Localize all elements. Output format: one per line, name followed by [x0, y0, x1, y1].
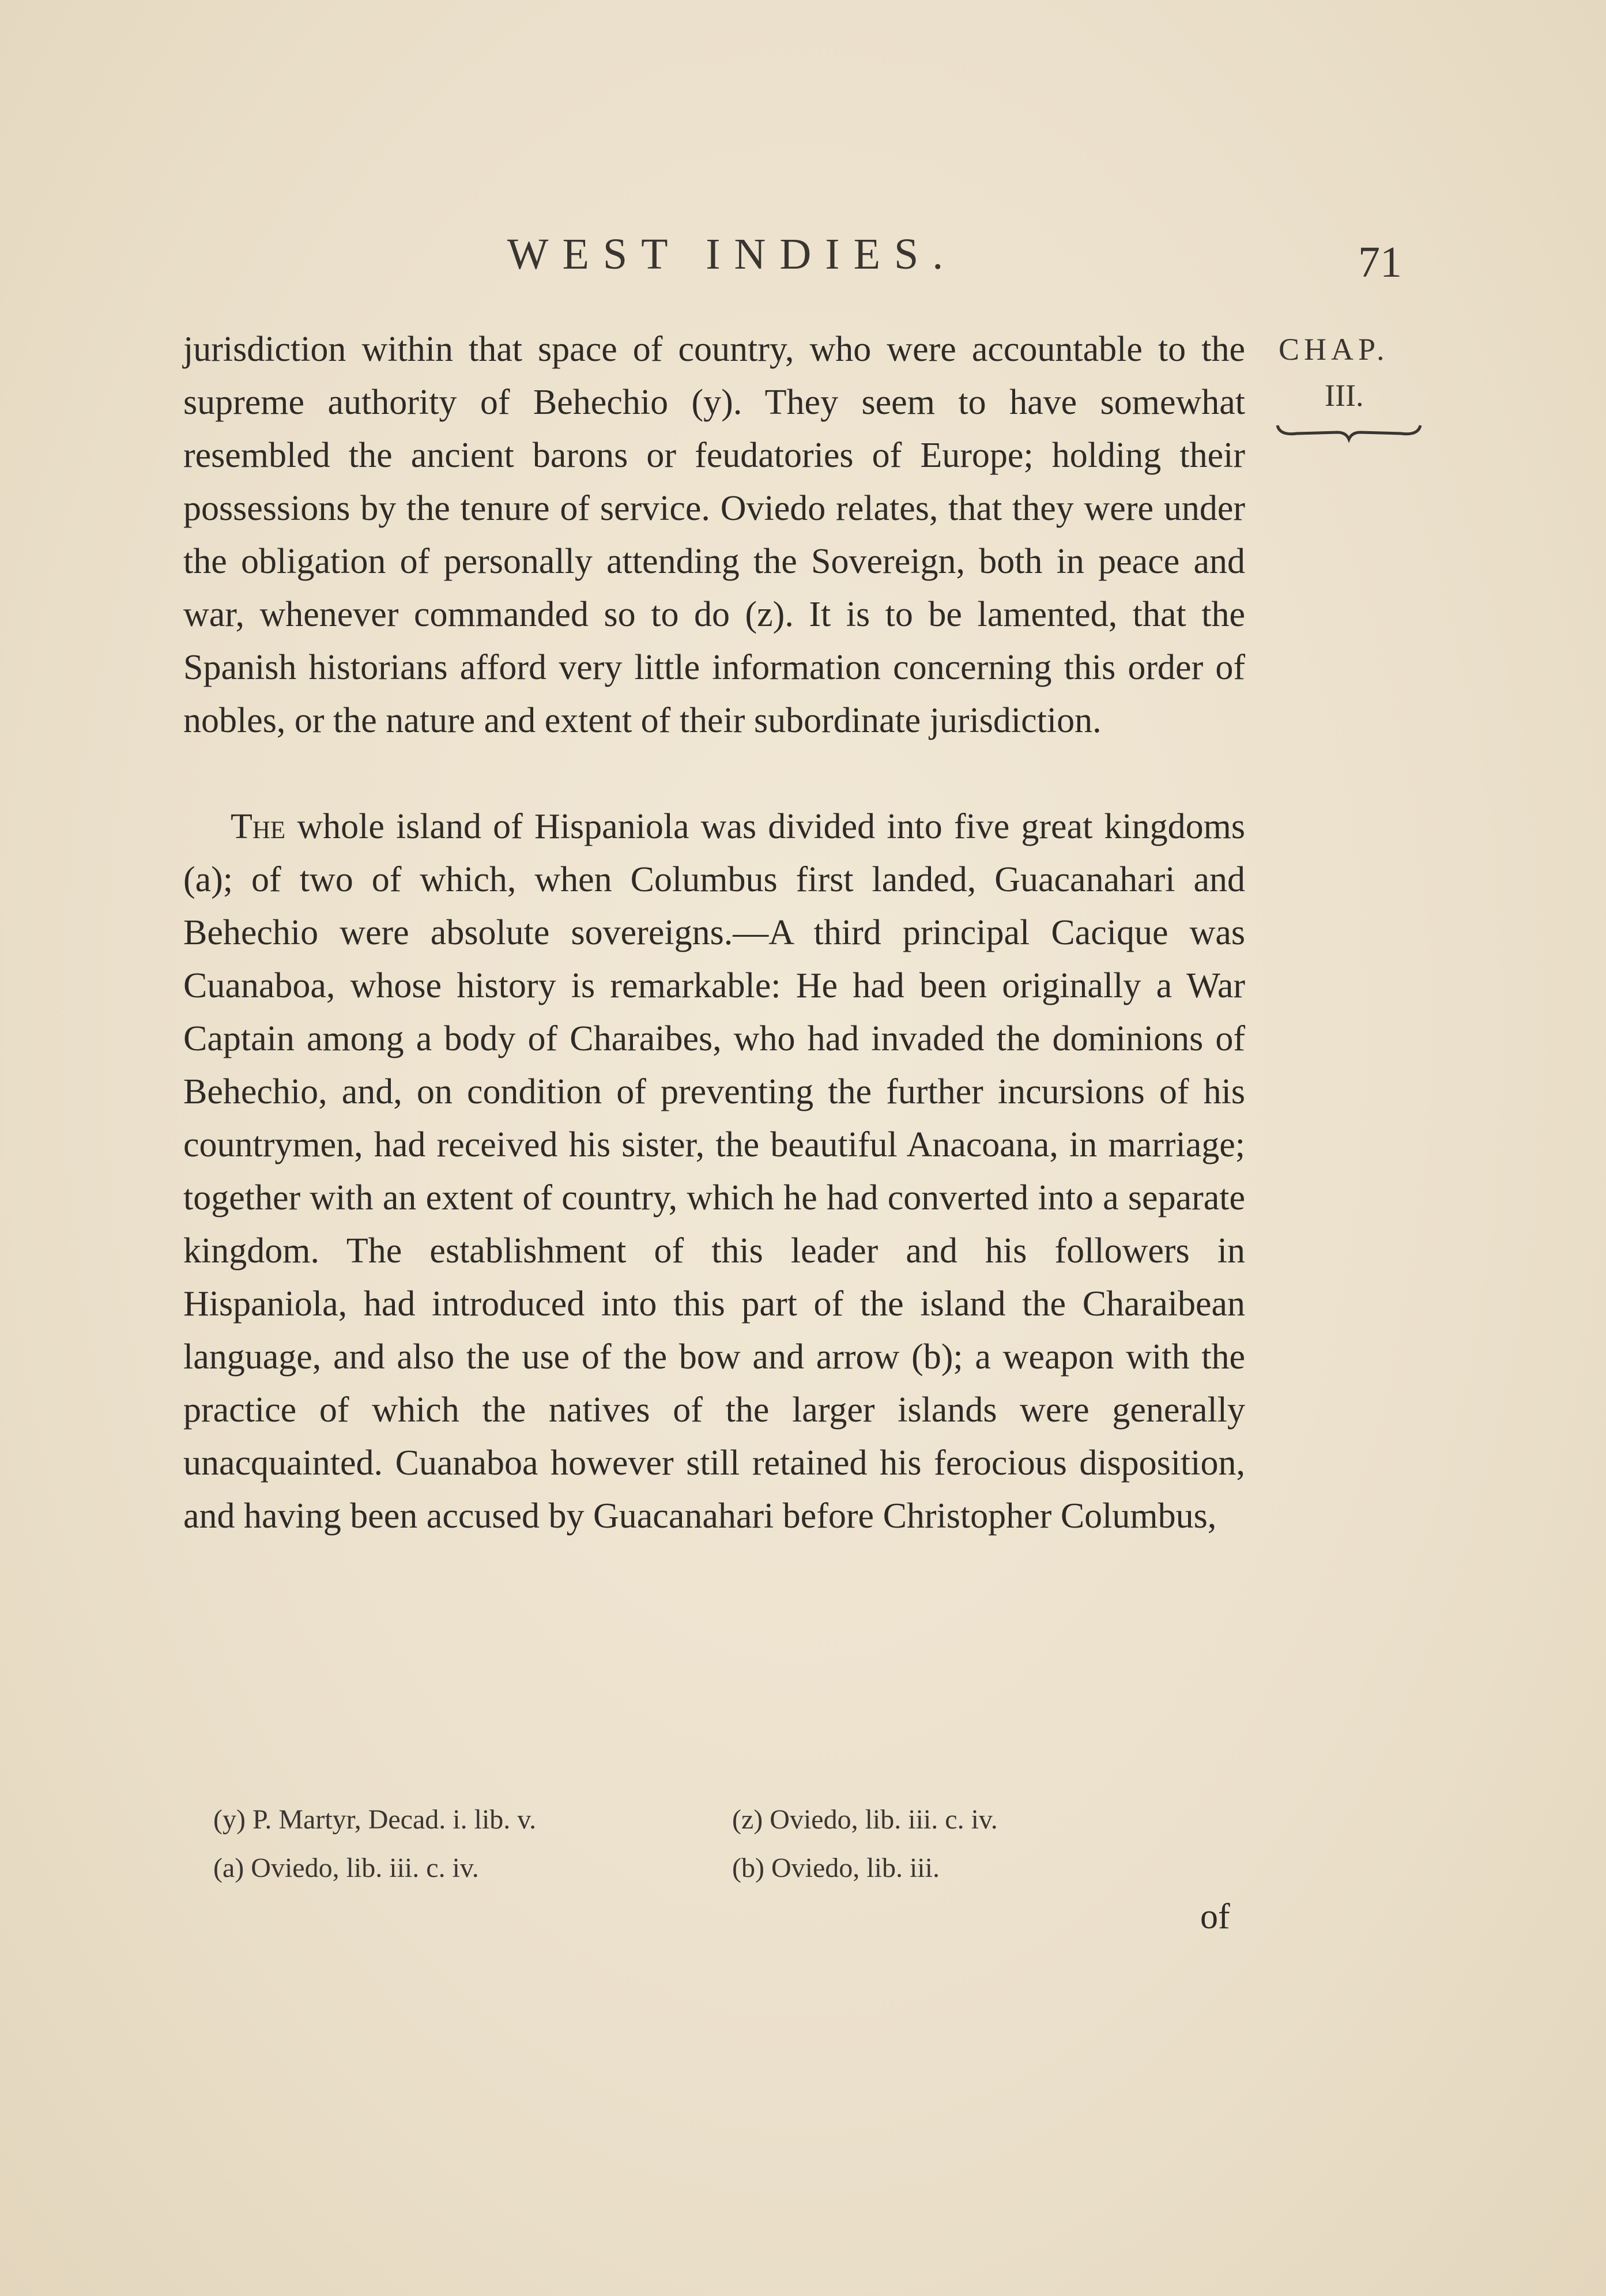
footnote-b	[732, 1844, 1205, 1892]
catchword: of	[1200, 1897, 1230, 1936]
margin-chapter-number: III.	[1325, 378, 1364, 413]
footnote-text: Oviedo, lib. iii. c. iv.	[770, 1804, 998, 1835]
paragraph-gap	[183, 747, 1245, 800]
paragraph-1: jurisdiction within that space of country, who were accountable to the supreme authority of Behechio (y). They seem to have somewhat resembled the ancient barons or feudatories of Europe; holding their possessions by the tenure of service. Oviedo relates, that they were under the obligation of personally attending the Sovereign, both in peace and war, whenever commanded so to do (z). It is to be lamented, that the Spanish historians afford very little information concerning this order of nobles, or the nature and extent of their subordinate jurisdiction.	[183, 330, 1245, 740]
paragraph-2	[183, 800, 1245, 1543]
footnote-y	[213, 1796, 732, 1844]
margin-chapter-label: CHAP.	[1279, 332, 1389, 367]
footnote-text: P. Martyr, Decad. i. lib. v.	[252, 1804, 537, 1835]
footnote-z	[732, 1796, 1205, 1844]
footnotes	[213, 1796, 1205, 1892]
running-head: WEST INDIES.	[507, 230, 957, 278]
footnote-mark: (z)	[732, 1804, 763, 1835]
main-text	[183, 323, 1245, 1543]
page-number: 71	[1358, 238, 1402, 286]
footnote-text: Oviedo, lib. iii.	[771, 1853, 940, 1883]
paragraph-2-body: whole island of Hispaniola was divided into five great kingdoms (a); of two of which, when Columbus first landed, Guacanahari and Behechio were absolute sovereigns.—A third principal Cacique was Cuanaboa, whose history is remarkable: He had been originally a War Captain among a body of Charaibes, who had invaded the dominions of Behechio, and, on condition of preventing the further incursions of his countrymen, had received his sister, the beautiful Anacoana, in marriage; together with an extent of country, which he had converted into a separate kingdom. The establishment of this leader and his followers in Hispaniola, had introduced into this part of the island the Charaibean language, and also the use of the bow and arrow (b); a weapon with the practice of which the natives of the larger islands were generally unacquainted. Cuanaboa however still retained his ferocious disposition, and having been accused by Guacanahari before Christopher Columbus,	[183, 807, 1245, 1536]
margin-brace-ornament	[1274, 421, 1424, 444]
footnote-row	[213, 1796, 1205, 1844]
paragraph-2-lead: The	[231, 807, 286, 846]
footnote-text: Oviedo, lib. iii. c. iv.	[251, 1853, 479, 1883]
footnote-mark: (a)	[213, 1853, 244, 1883]
footnote-mark: (y)	[213, 1804, 246, 1835]
footnote-mark: (b)	[732, 1853, 764, 1883]
footnote-row	[213, 1844, 1205, 1892]
footnote-a	[213, 1844, 732, 1892]
